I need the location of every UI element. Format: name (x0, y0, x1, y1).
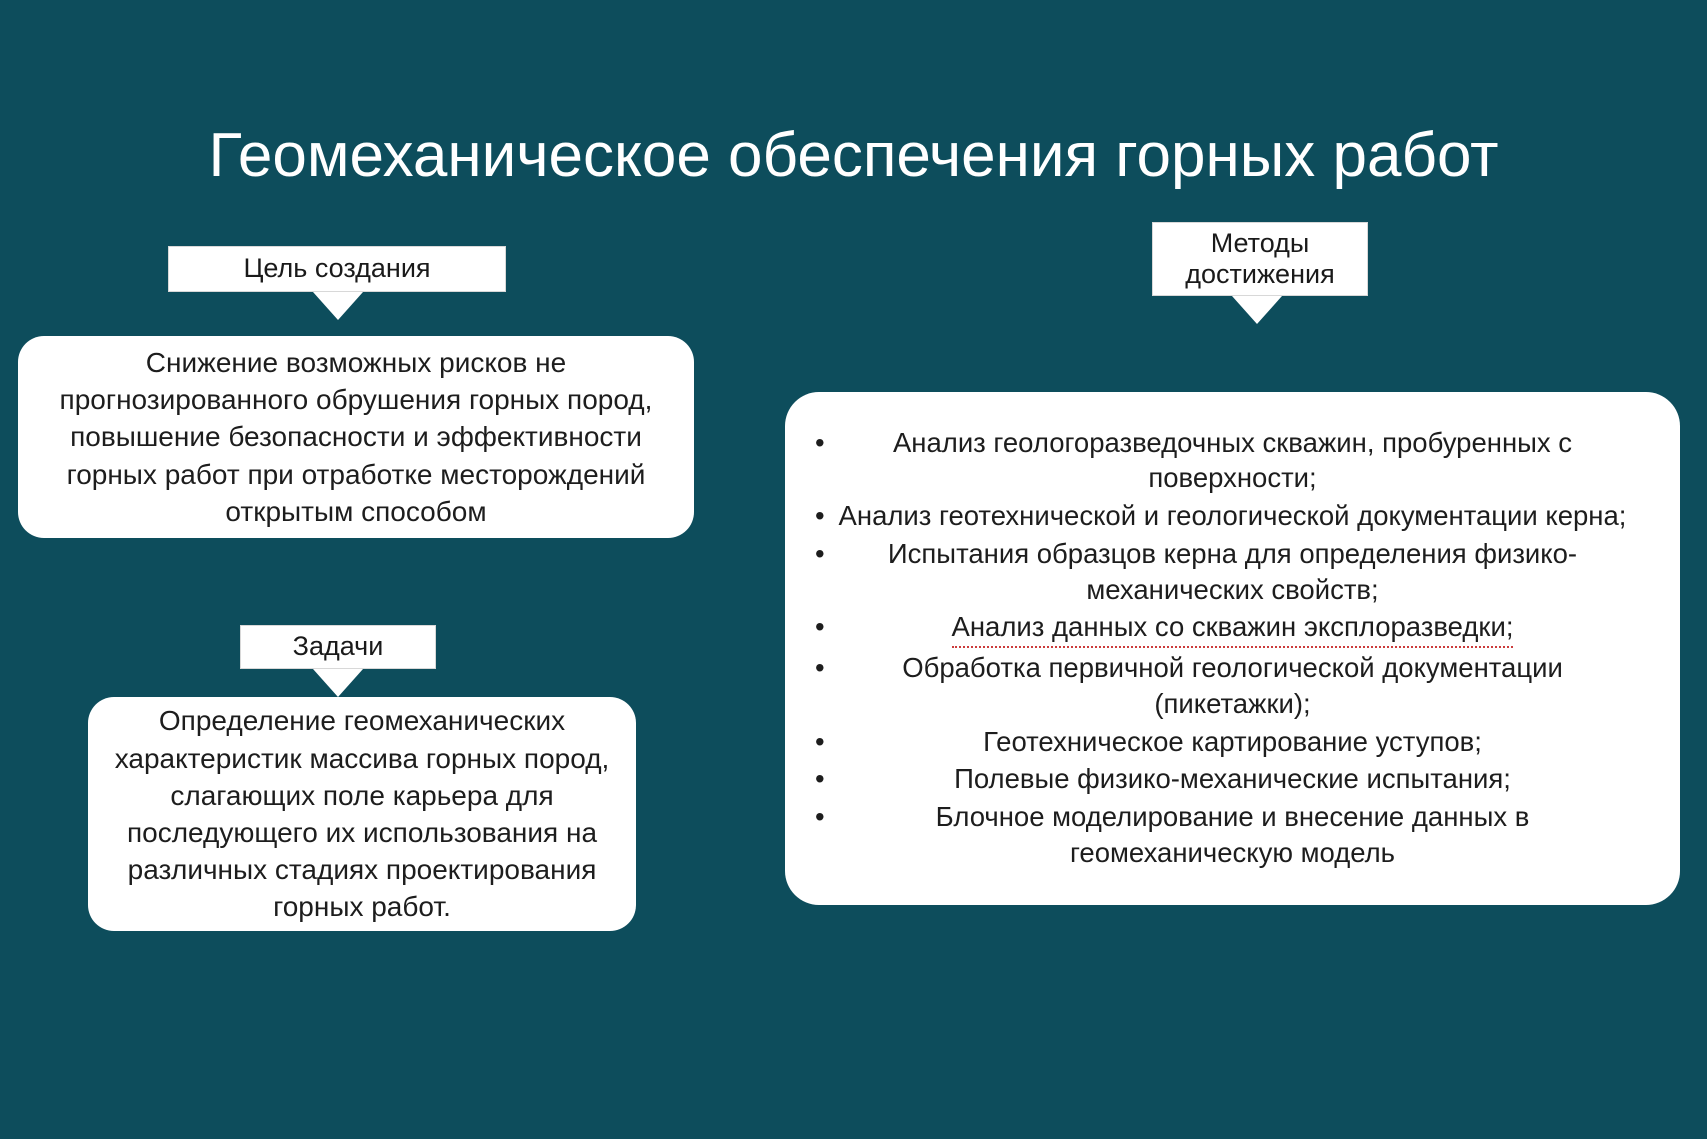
card-methods (785, 392, 1680, 905)
list-item (815, 761, 1650, 797)
card-tasks (88, 697, 636, 931)
label-tasks (240, 625, 436, 669)
list-item (815, 425, 1650, 497)
list-item-text: Анализ геологоразведочных скважин, пробуренных с поверхности; (892, 426, 1573, 494)
list-item-text: Блочное моделирование и внесение данных в геомеханическую модель (935, 801, 1530, 868)
list-item-text: Геотехническое картирование уступов; (983, 725, 1482, 757)
arrow-down-tasks-icon (313, 669, 363, 697)
label-tasks-text: Задачи (292, 631, 384, 662)
bullet-icon: • (815, 763, 825, 795)
arrow-down-methods-icon (1232, 296, 1282, 324)
list-item-text: Испытания образцов керна для определения физико-механических свойств; (887, 537, 1578, 605)
bullet-icon: • (815, 500, 825, 531)
label-methods (1152, 222, 1368, 296)
bullet-icon: • (815, 652, 825, 683)
bullet-icon: • (815, 537, 825, 569)
card-goal (18, 336, 694, 538)
bullet-icon: • (815, 725, 825, 757)
label-methods-text: Методы достижения (1185, 227, 1335, 289)
list-item (815, 724, 1650, 760)
arrow-down-goal-icon (313, 292, 363, 320)
list-item-text: Полевые физико-механические испытания; (954, 763, 1511, 795)
card-tasks-text: Определение геомеханических характеристик массива горных пород, слагающих поле карьера для последующего их использования на различных стадиях проектирования горных работ. (114, 705, 610, 923)
list-item (815, 536, 1650, 608)
list-item (815, 609, 1650, 648)
list-item (815, 799, 1650, 871)
list-item (815, 650, 1650, 722)
label-goal-text: Цель создания (243, 253, 431, 284)
bullet-icon: • (815, 426, 825, 458)
list-item-text: Анализ данных со скважин эксплоразведки; (952, 609, 1514, 648)
page-title: Геомеханическое обеспечения горных работ (208, 121, 1499, 190)
list-item-text: Анализ геотехнической и геологической документации керна; (838, 500, 1627, 531)
card-goal-text: Снижение возможных рисков не прогнозированного обрушения горных пород, повышение безопасности и эффективности горных работ при отработке месторождений открытым способом (59, 346, 653, 527)
label-goal (168, 246, 506, 292)
bullet-icon: • (815, 611, 825, 643)
list-item-text: Обработка первичной геологической документации (пикетажки); (902, 652, 1563, 719)
bullet-icon: • (815, 801, 825, 832)
list-item (815, 498, 1650, 534)
methods-list (815, 425, 1650, 873)
